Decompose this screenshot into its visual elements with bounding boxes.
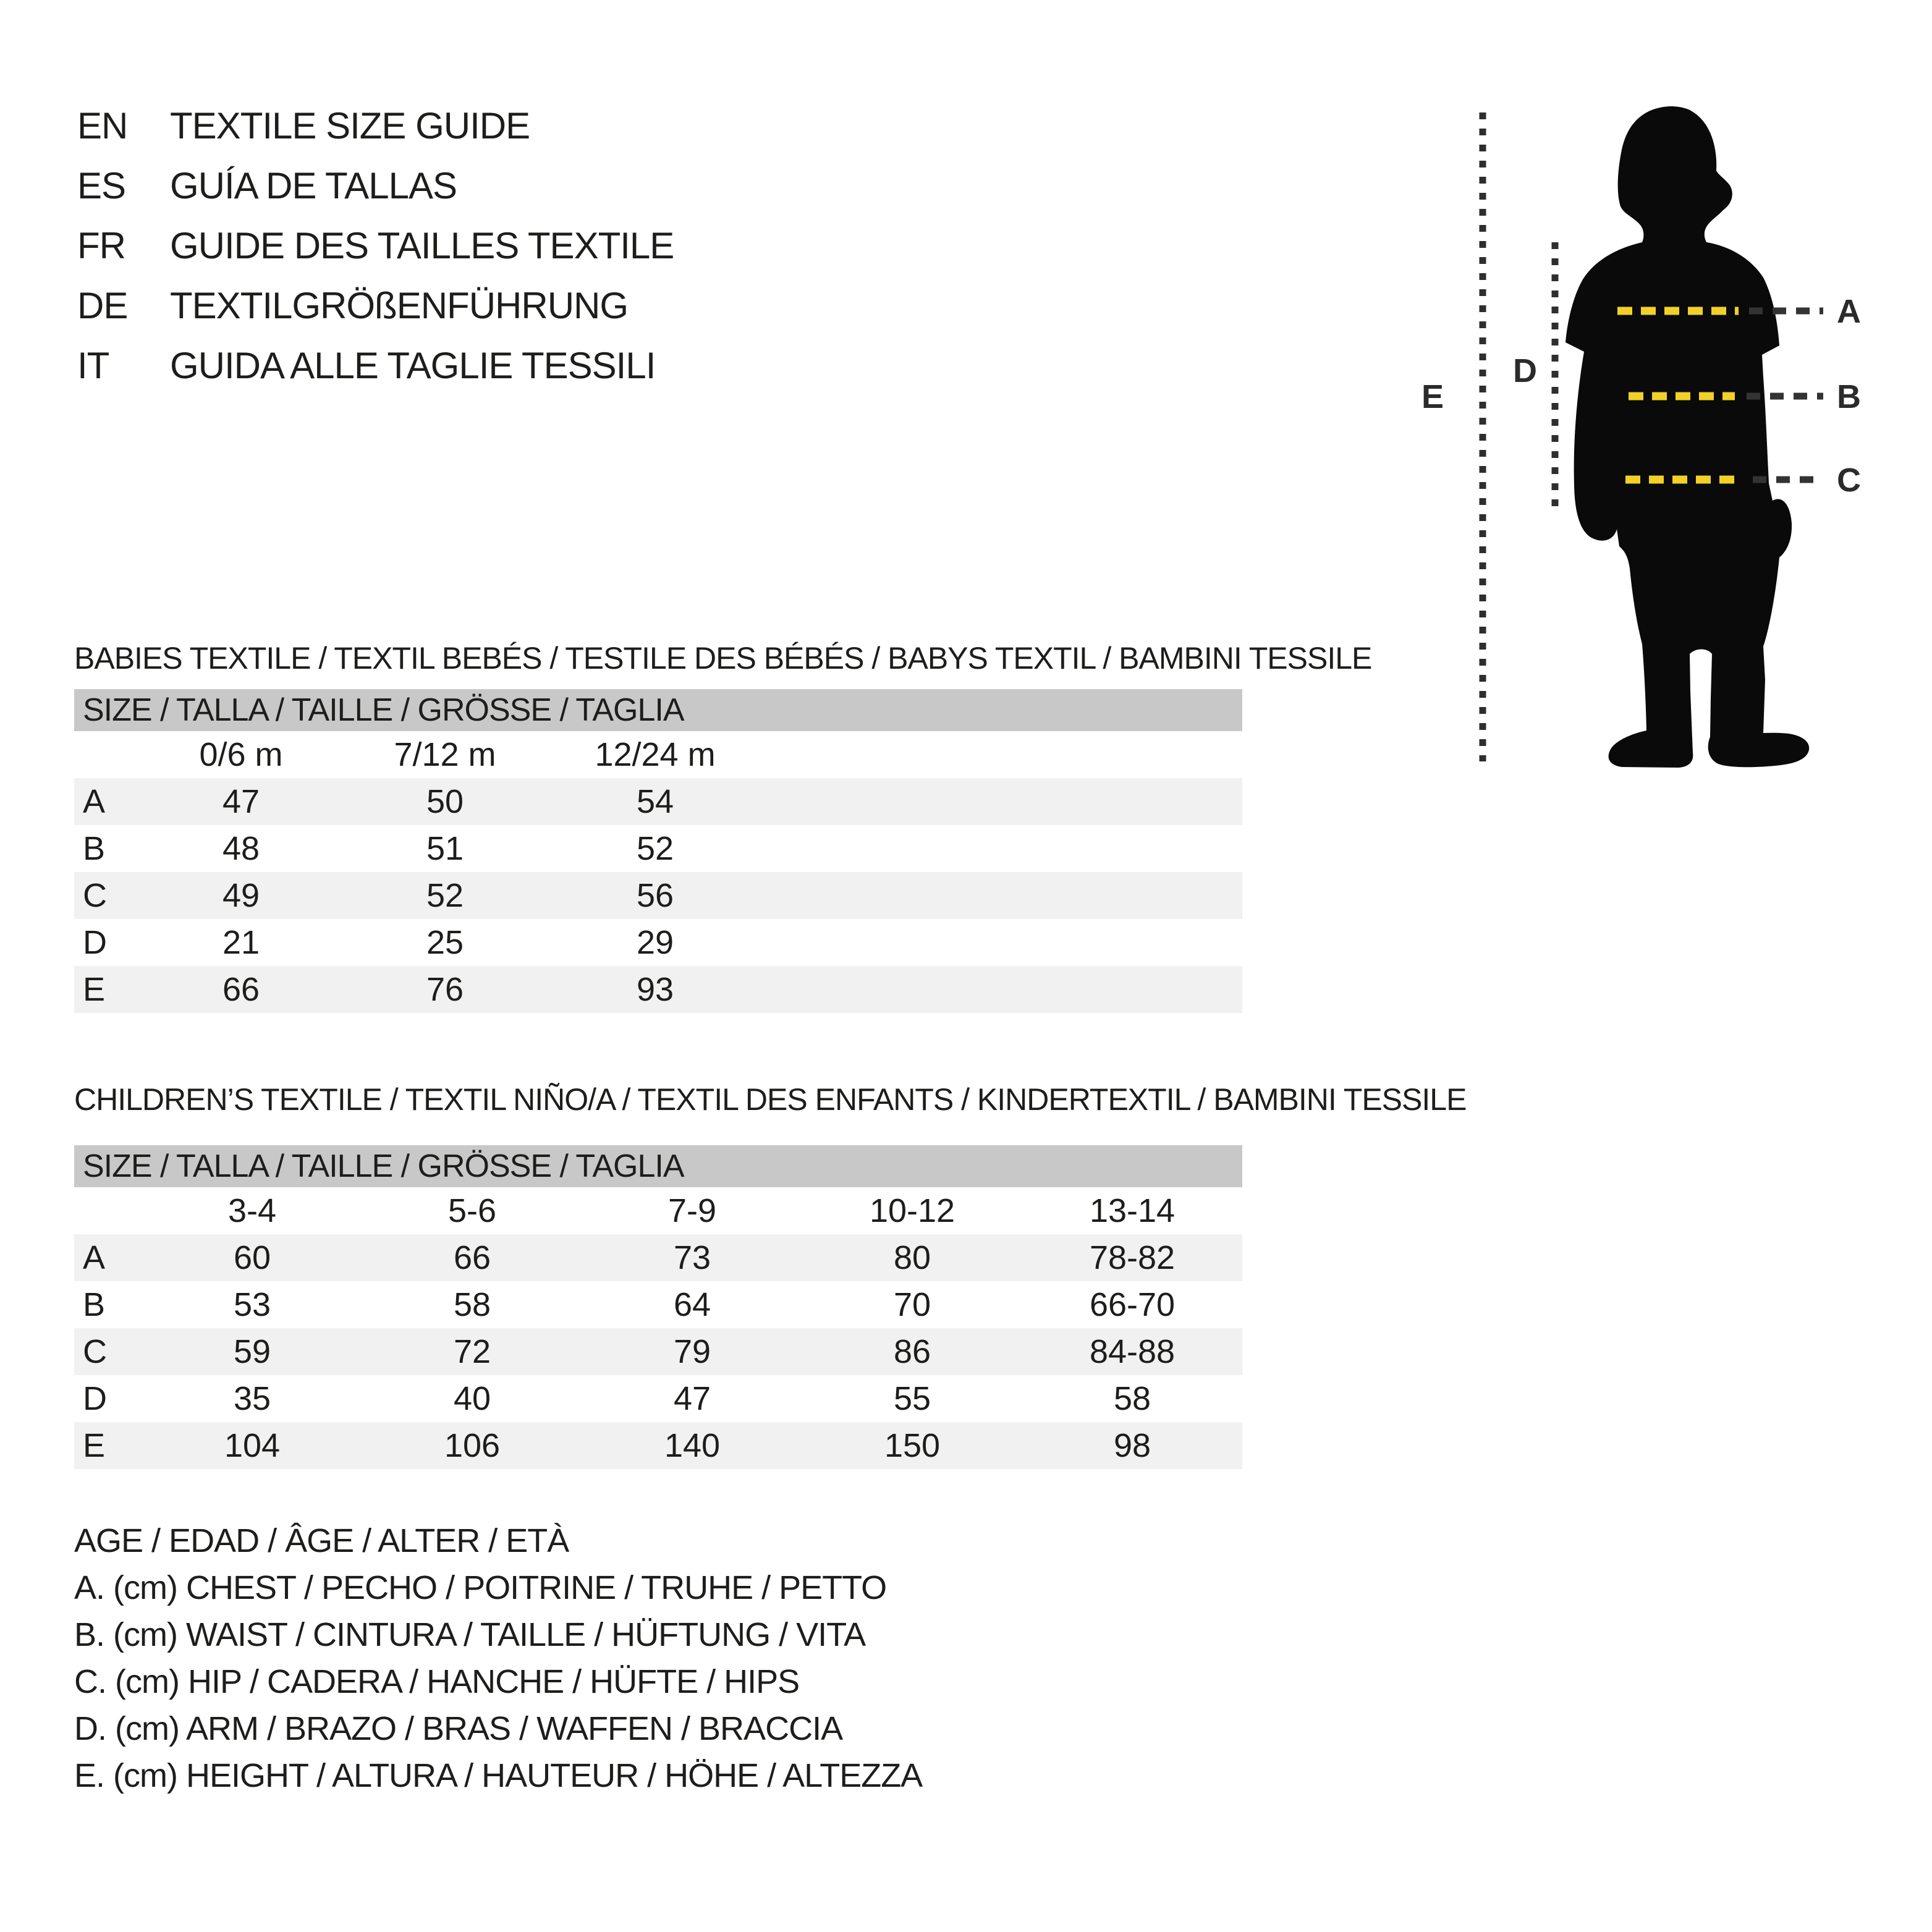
age-col-header: 0/6 m xyxy=(199,736,283,773)
value-cell: 48 xyxy=(222,830,260,867)
row-label: C xyxy=(74,1328,142,1375)
waist-label-b: B xyxy=(1837,378,1861,415)
row-label: C xyxy=(74,872,142,919)
age-col-header: 10-12 xyxy=(869,1192,955,1229)
hip-label-c: C xyxy=(1837,462,1861,499)
row-label: A xyxy=(74,1234,142,1281)
language-code: DE xyxy=(77,285,128,326)
value-cell: 140 xyxy=(582,1422,802,1469)
children-size-table xyxy=(74,1145,1242,1469)
table-row xyxy=(74,1328,1242,1375)
value-cell: 40 xyxy=(453,1380,491,1417)
table-row xyxy=(74,1422,1242,1469)
value-cell: 66 xyxy=(362,1234,582,1281)
age-col-header: 13-14 xyxy=(1089,1192,1176,1229)
size-header-label: SIZE / TALLA / TAILLE / GRÖSSE / TAGLIA xyxy=(74,1145,1242,1187)
value-cell: 76 xyxy=(340,966,550,1013)
language-row-en xyxy=(77,96,674,156)
value-cell: 66-70 xyxy=(1089,1286,1176,1323)
age-col-header: 12/24 m xyxy=(595,736,716,773)
value-cell: 51 xyxy=(426,830,464,867)
value-cell: 52 xyxy=(636,830,674,867)
value-cell: 54 xyxy=(550,778,760,825)
size-header-bar xyxy=(74,1145,1242,1187)
guide-title-de: TEXTILGRÖßENFÜHRUNG xyxy=(170,285,629,326)
age-col-header: 3-4 xyxy=(227,1192,277,1229)
column-header-row xyxy=(74,731,1242,778)
value-cell: 60 xyxy=(142,1234,362,1281)
row-label: B xyxy=(83,1286,106,1323)
legend-height: E. (cm) HEIGHT / ALTURA / HAUTEUR / HÖHE / ALTEZZA xyxy=(74,1757,923,1794)
value-cell: 50 xyxy=(340,778,550,825)
language-code: EN xyxy=(77,105,128,146)
height-label-e: E xyxy=(1421,378,1444,415)
measurement-legend xyxy=(74,1517,922,1799)
language-code: FR xyxy=(77,225,125,266)
value-cell: 70 xyxy=(893,1286,931,1323)
row-label: D xyxy=(83,1380,107,1417)
guide-title-es: GUÍA DE TALLAS xyxy=(170,165,457,206)
language-code: ES xyxy=(77,165,126,206)
value-cell: 55 xyxy=(893,1380,931,1417)
table-row xyxy=(74,825,1242,872)
babies-section-heading: BABIES TEXTILE / TEXTIL BEBÉS / TESTILE DES BÉBÉS / BABYS TEXTIL / BAMBINI TESSILE xyxy=(74,641,1372,676)
value-cell: 79 xyxy=(582,1328,802,1375)
table-row xyxy=(74,1281,1242,1328)
filler-cell xyxy=(760,872,1242,919)
babies-size-table xyxy=(74,689,1242,1013)
value-cell: 29 xyxy=(636,924,674,961)
row-label: A xyxy=(74,778,142,825)
value-cell: 58 xyxy=(1114,1380,1151,1417)
value-cell: 106 xyxy=(362,1422,582,1469)
filler-cell xyxy=(760,825,1242,872)
value-cell: 86 xyxy=(802,1328,1022,1375)
value-cell: 52 xyxy=(340,872,550,919)
age-col-header: 7/12 m xyxy=(394,736,496,773)
row-label: E xyxy=(74,966,142,1013)
guide-title-fr: GUIDE DES TAILLES TEXTILE xyxy=(170,225,674,266)
value-cell: 150 xyxy=(802,1422,1022,1469)
value-cell: 58 xyxy=(453,1286,491,1323)
value-cell: 72 xyxy=(362,1328,582,1375)
language-row-it xyxy=(77,336,674,396)
table-row xyxy=(74,1234,1242,1281)
column-header-row xyxy=(74,1187,1242,1234)
row-label: B xyxy=(83,830,106,867)
value-cell: 64 xyxy=(673,1286,711,1323)
age-col-header: 7-9 xyxy=(667,1192,717,1229)
value-cell: 78-82 xyxy=(1022,1234,1242,1281)
value-cell: 25 xyxy=(426,924,464,961)
row-label: E xyxy=(74,1422,142,1469)
arm-label-d: D xyxy=(1513,352,1537,389)
empty-corner-cell xyxy=(74,1187,142,1234)
value-cell: 59 xyxy=(142,1328,362,1375)
table-row xyxy=(74,966,1242,1013)
value-cell: 56 xyxy=(550,872,760,919)
value-cell: 98 xyxy=(1022,1422,1242,1469)
child-silhouette-image xyxy=(1566,106,1809,768)
value-cell: 66 xyxy=(142,966,340,1013)
value-cell: 49 xyxy=(142,872,340,919)
table-row xyxy=(74,778,1242,825)
legend-waist: B. (cm) WAIST / CINTURA / TAILLE / HÜFTUNG / VITA xyxy=(74,1616,866,1653)
size-header-label: SIZE / TALLA / TAILLE / GRÖSSE / TAGLIA xyxy=(74,689,1242,731)
language-title-block xyxy=(77,96,674,396)
language-row-fr xyxy=(77,216,674,276)
chest-label-a: A xyxy=(1837,293,1861,330)
measurement-figure xyxy=(1366,53,1932,776)
filler-cell xyxy=(760,731,1242,778)
legend-chest: A. (cm) CHEST / PECHO / POITRINE / TRUHE / PETTO xyxy=(74,1569,887,1606)
language-code: IT xyxy=(77,345,109,386)
value-cell: 47 xyxy=(142,778,340,825)
value-cell: 93 xyxy=(550,966,760,1013)
value-cell: 21 xyxy=(222,924,260,961)
table-row xyxy=(74,1375,1242,1422)
age-col-header: 5-6 xyxy=(447,1192,497,1229)
value-cell: 53 xyxy=(233,1286,271,1323)
filler-cell xyxy=(760,919,1242,966)
table-row xyxy=(74,919,1242,966)
guide-title-it: GUIDA ALLE TAGLIE TESSILI xyxy=(170,345,656,386)
row-label: D xyxy=(83,924,107,961)
value-cell: 47 xyxy=(673,1380,711,1417)
filler-cell xyxy=(760,778,1242,825)
filler-cell xyxy=(760,966,1242,1013)
value-cell: 73 xyxy=(582,1234,802,1281)
value-cell: 80 xyxy=(802,1234,1022,1281)
empty-corner-cell xyxy=(74,731,142,778)
value-cell: 104 xyxy=(142,1422,362,1469)
language-row-es xyxy=(77,156,674,216)
legend-age: AGE / EDAD / ÂGE / ALTER / ETÀ xyxy=(74,1522,569,1559)
value-cell: 35 xyxy=(233,1380,271,1417)
size-header-bar xyxy=(74,689,1242,731)
legend-hip: C. (cm) HIP / CADERA / HANCHE / HÜFTE / HIPS xyxy=(74,1663,800,1700)
language-row-de xyxy=(77,276,674,336)
table-row xyxy=(74,872,1242,919)
children-section-heading: CHILDREN’S TEXTILE / TEXTIL NIÑO/A / TEXTIL DES ENFANTS / KINDERTEXTIL / BAMBINI TESSILE xyxy=(74,1082,1467,1117)
value-cell: 84-88 xyxy=(1022,1328,1242,1375)
legend-arm: D. (cm) ARM / BRAZO / BRAS / WAFFEN / BRACCIA xyxy=(74,1710,843,1747)
guide-title-en: TEXTILE SIZE GUIDE xyxy=(170,105,530,146)
